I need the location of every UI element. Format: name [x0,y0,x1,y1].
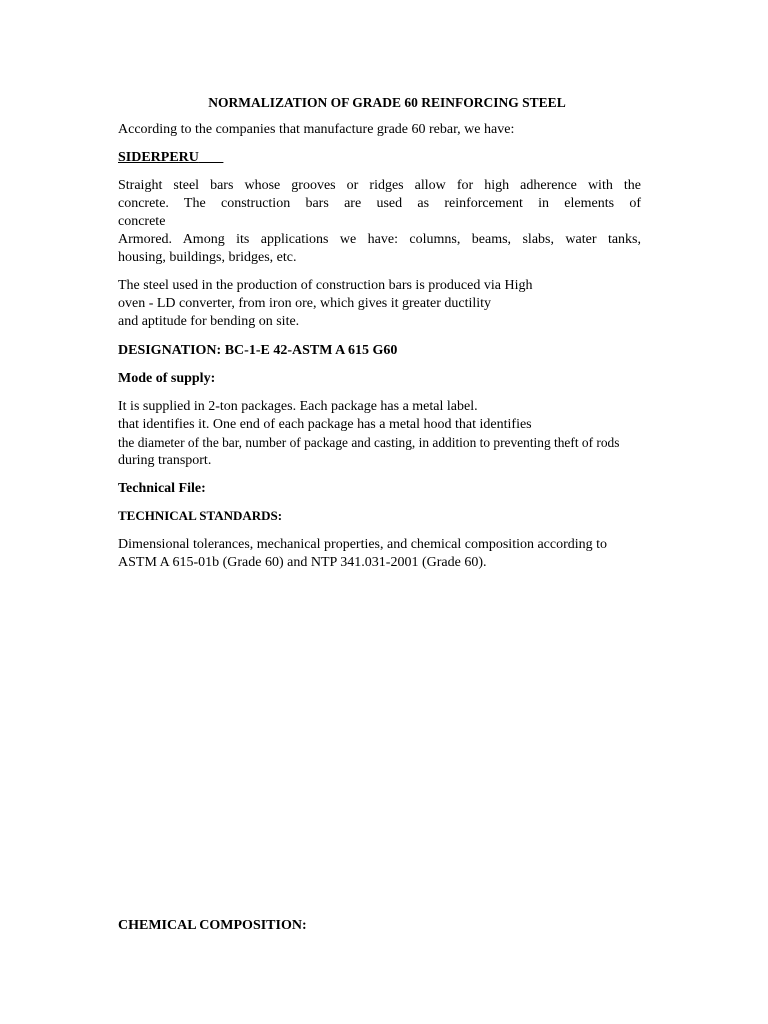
description-line: housing, buildings, bridges, etc. [118,250,297,265]
production-line: The steel used in the production of construction bars is produced via High [118,278,533,293]
technical-file-heading: Technical File: [118,481,206,496]
description-line: Armored. Among its applications we have: columns, beams, slabs, water tanks, [118,232,641,247]
production-line: and aptitude for bending on site. [118,314,300,329]
chemical-composition-heading: CHEMICAL COMPOSITION: [118,918,307,933]
intro-paragraph: According to the companies that manufacture grade 60 rebar, we have: [118,122,515,137]
supply-line: that identifies it. One end of each package has a metal hood that identifies [118,417,532,432]
standards-line: Dimensional tolerances, mechanical properties, and chemical composition according to [118,537,608,552]
production-paragraph [118,277,641,331]
supply-line: It is supplied in 2-ton packages. Each package has a metal label. [118,399,478,414]
supply-line: during transport. [118,453,212,468]
description-line: concrete [118,214,166,229]
technical-standards-heading: TECHNICAL STANDARDS: [118,508,283,523]
company-name: SIDERPERU [118,150,199,165]
supply-paragraph [118,398,678,470]
standards-paragraph [118,536,678,572]
description-line: Straight steel bars whose grooves or ridges allow for high adherence with the [118,178,641,193]
designation-heading: DESIGNATION: BC-1-E 42-ASTM A 615 G60 [118,343,398,358]
description-line: concrete. The construction bars are used as reinforcement in elements of [118,196,641,211]
standards-line: ASTM A 615-01b (Grade 60) and NTP 341.031-2001 (Grade 60). [118,555,487,570]
description-paragraph [118,177,641,267]
document-title: NORMALIZATION OF GRADE 60 REINFORCING STEEL [208,95,566,110]
supply-heading: Mode of supply: [118,371,216,386]
supply-line: the diameter of the bar, number of package and casting, in addition to preventing theft of rods [118,435,620,450]
company-heading [118,149,223,167]
production-line: oven - LD converter, from iron ore, which gives it greater ductility [118,296,492,311]
